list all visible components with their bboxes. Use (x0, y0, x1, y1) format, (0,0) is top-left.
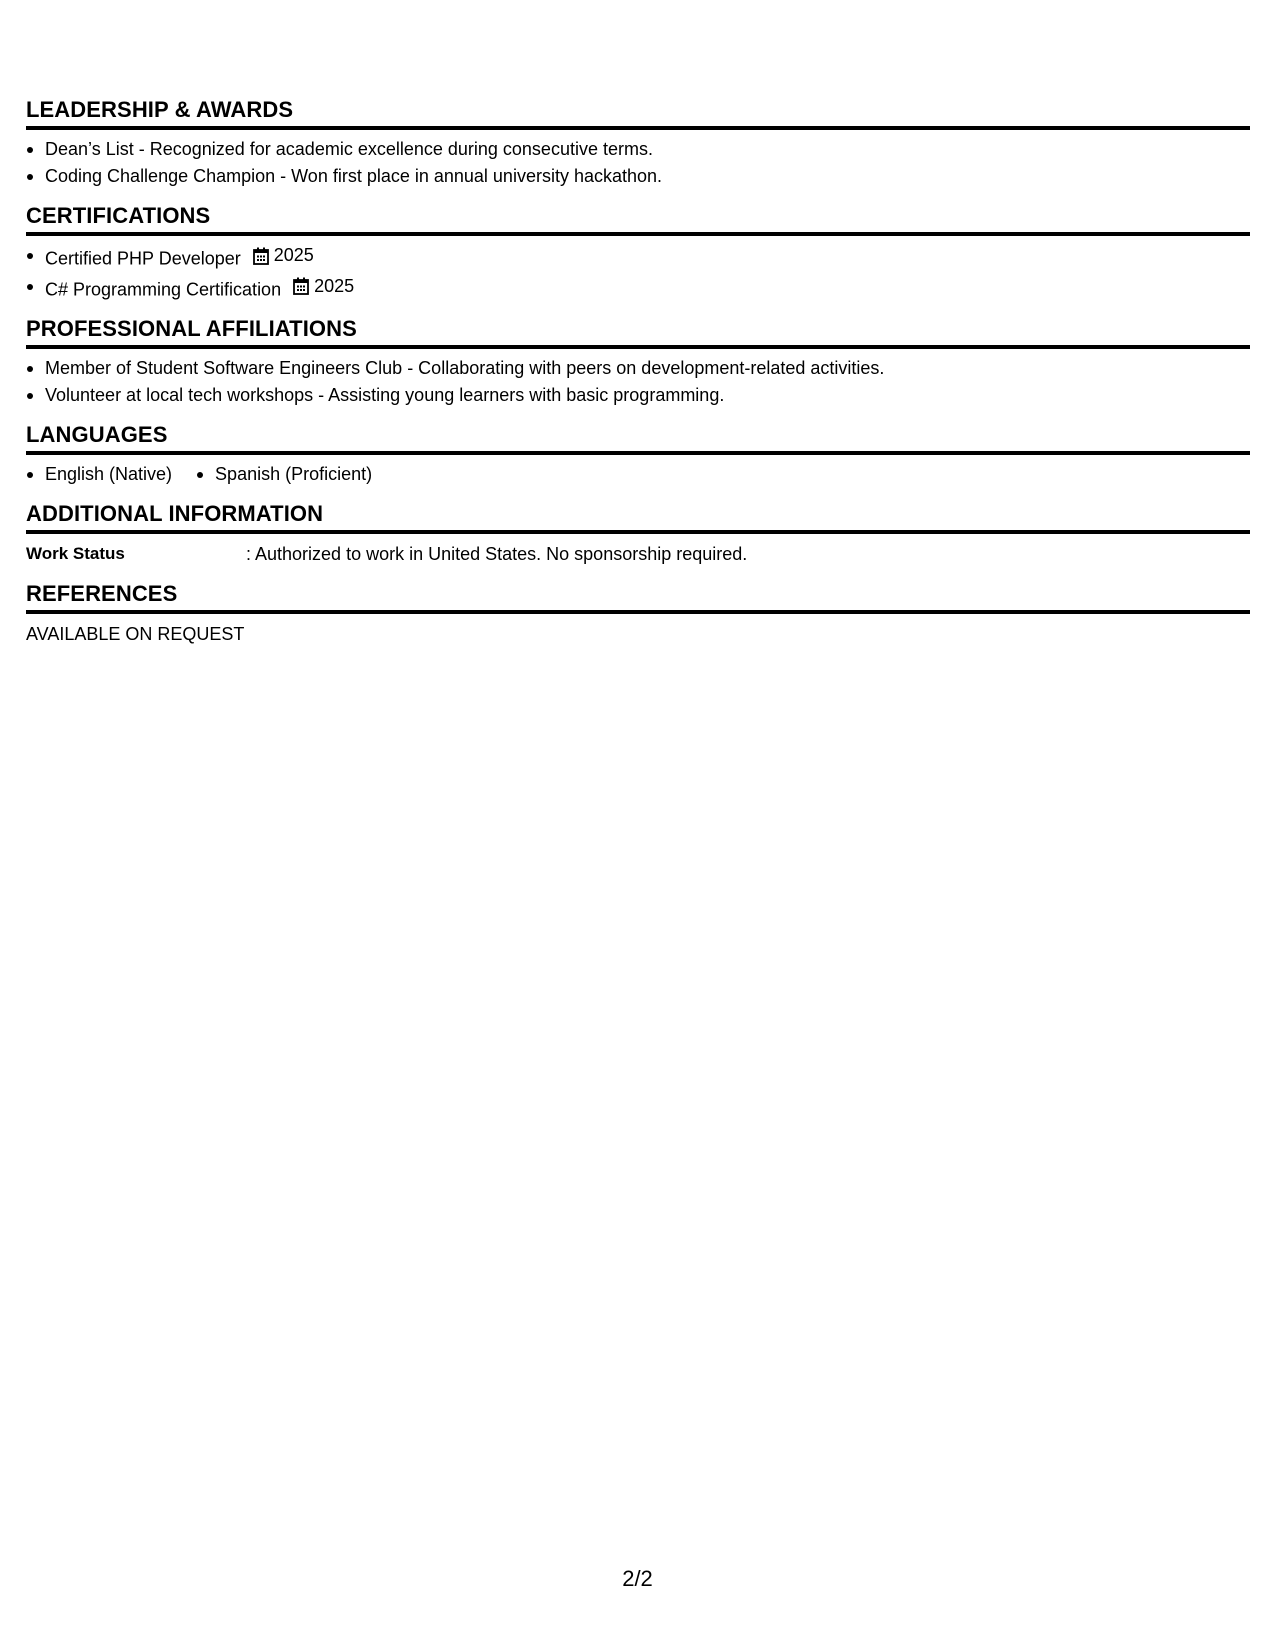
certification-name: Certified PHP Developer (45, 248, 241, 269)
language-item (26, 461, 172, 488)
section-divider (26, 232, 1250, 236)
bullet-icon (27, 253, 33, 259)
section-title-additional-information: ADDITIONAL INFORMATION (26, 501, 324, 526)
bullet-icon (27, 284, 33, 290)
leadership-awards-section (26, 96, 1250, 190)
calendar-icon (293, 277, 309, 295)
leadership-awards-list (26, 136, 1250, 190)
section-divider (26, 126, 1250, 130)
languages-list (26, 461, 1250, 488)
list-item-text: Volunteer at local tech workshops - Assisting young learners with basic programming. (45, 385, 725, 405)
section-divider (26, 451, 1250, 455)
bullet-icon (27, 147, 33, 153)
bullet-icon (27, 472, 33, 478)
certification-year: 2025 (273, 245, 314, 265)
list-item (26, 136, 1250, 163)
certifications-list (26, 242, 1250, 303)
list-item-text: Member of Student Software Engineers Club - Collaborating with peers on development-related activities. (45, 358, 885, 378)
page-number: 2/2 (622, 1566, 653, 1591)
section-divider (26, 610, 1250, 614)
references-text: AVAILABLE ON REQUEST (26, 624, 245, 644)
list-item (26, 382, 1250, 409)
section-title-certifications: CERTIFICATIONS (26, 203, 211, 228)
bullet-icon (197, 472, 203, 478)
certification-date (293, 273, 354, 300)
languages-section (26, 421, 1250, 488)
professional-affiliations-section (26, 315, 1250, 409)
affiliations-list (26, 355, 1250, 409)
language-item (196, 461, 372, 488)
bullet-icon (27, 366, 33, 372)
section-divider (26, 345, 1250, 349)
section-title-professional-affiliations: PROFESSIONAL AFFILIATIONS (26, 316, 357, 341)
additional-information-section (26, 500, 1250, 568)
certifications-section (26, 202, 1250, 303)
section-title-leadership-awards: LEADERSHIP & AWARDS (26, 97, 294, 122)
language-text: English (Native) (45, 464, 173, 484)
certification-name: C# Programming Certification (45, 279, 282, 299)
language-text: Spanish (Proficient) (215, 464, 373, 484)
resume-page (26, 96, 1250, 660)
list-item-text: Coding Challenge Champion - Won first place in annual university hackathon. (45, 166, 663, 186)
bullet-icon (27, 174, 33, 180)
list-item-text: Dean’s List - Recognized for academic excellence during consecutive terms. (45, 139, 653, 159)
certification-year: 2025 (314, 275, 355, 296)
info-row-work-status (26, 540, 1250, 568)
calendar-icon (253, 247, 269, 265)
section-divider (26, 530, 1250, 534)
section-title-references: REFERENCES (26, 581, 178, 606)
bullet-icon (27, 393, 33, 399)
info-value: : Authorized to work in United States. No sponsorship required. (246, 544, 748, 564)
info-label: Work Status (26, 544, 125, 563)
list-item (26, 163, 1250, 190)
certification-item (26, 273, 1250, 304)
certification-item (26, 242, 1250, 273)
references-section (26, 580, 1250, 648)
list-item (26, 355, 1250, 382)
certification-date (253, 242, 314, 269)
section-title-languages: LANGUAGES (26, 422, 168, 447)
